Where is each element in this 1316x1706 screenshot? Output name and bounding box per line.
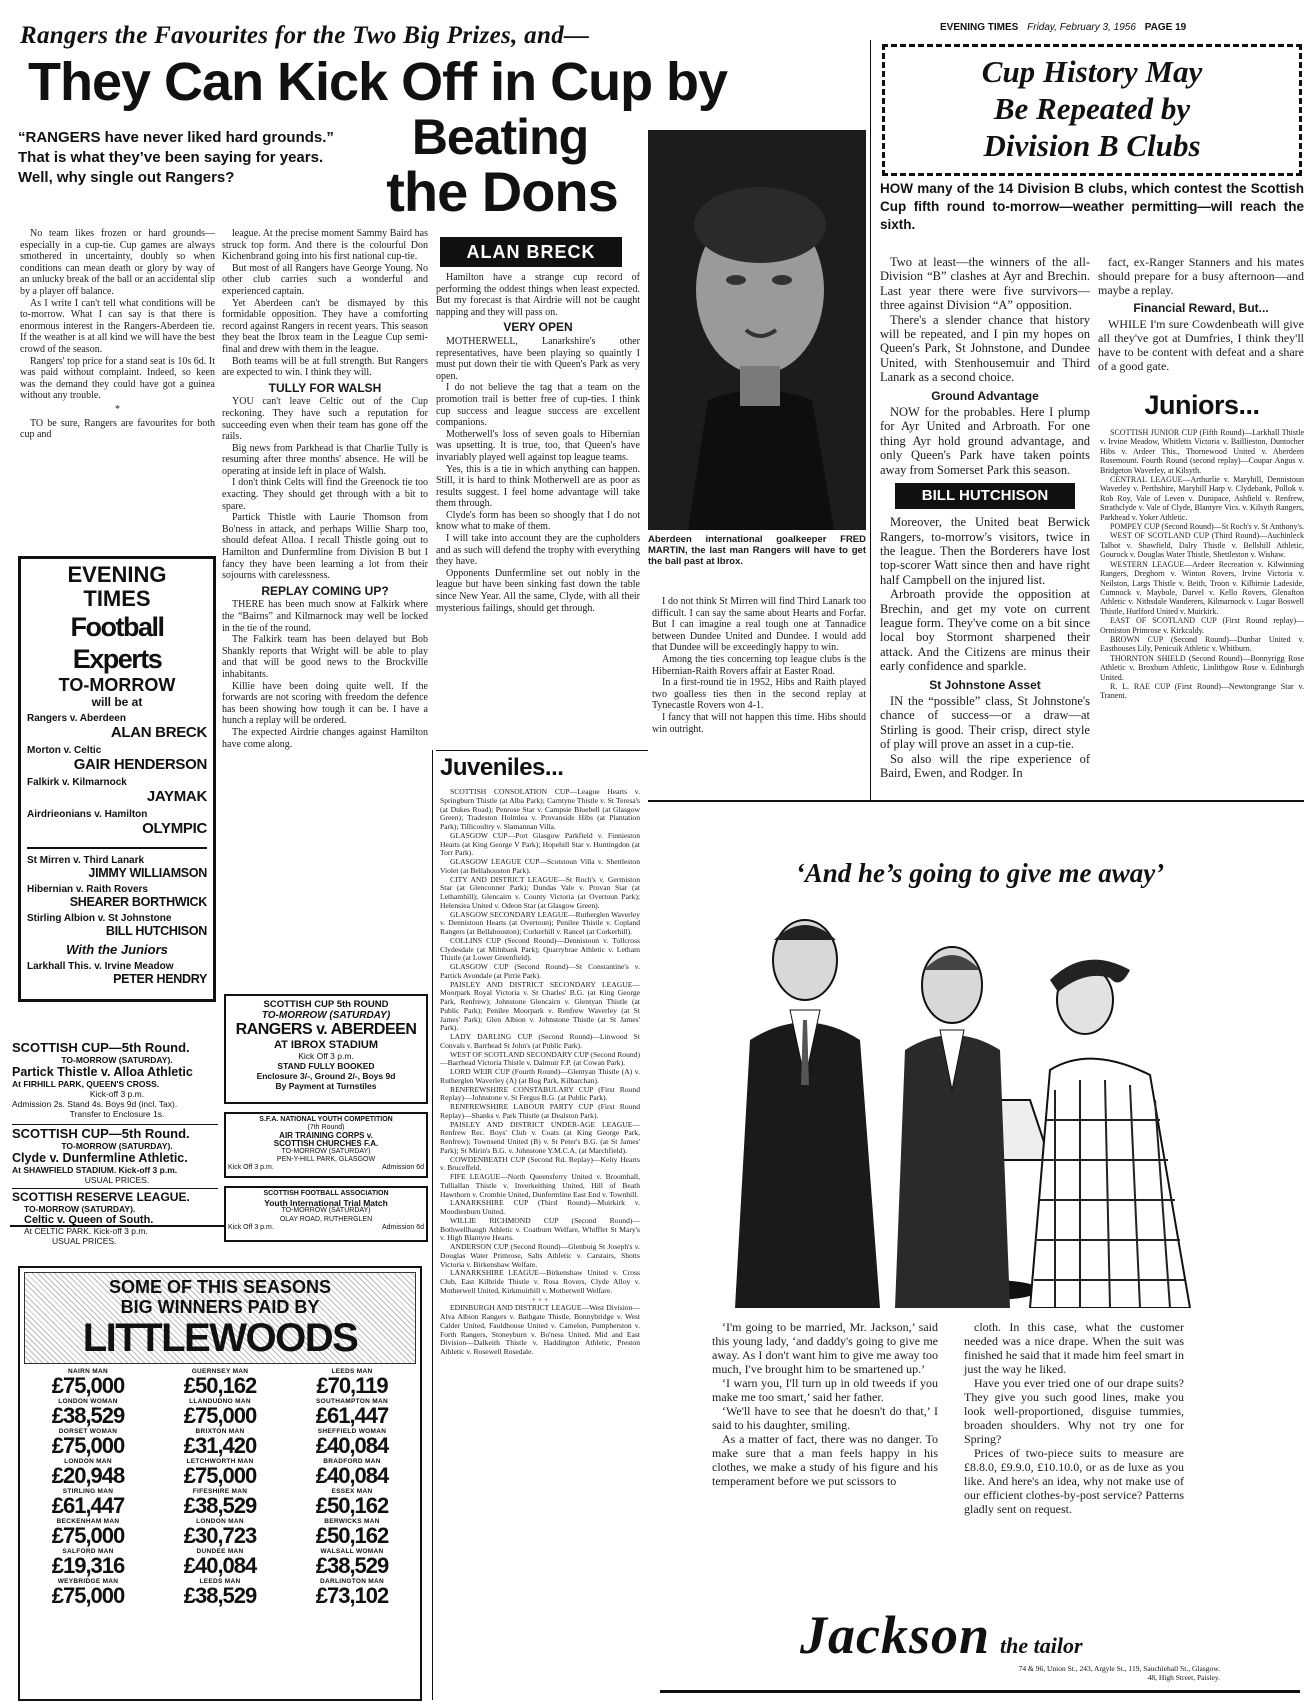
experts-list (27, 713, 207, 986)
divb-col-b: fact, ex-Ranger Stanners and his mates should prepare for a busy afternoon—and maybe a replay. Financial Reward, But... WHILE I'm sure Cowdenbeath will give all they've got at Dumfries, I think they'll have to be content with defeat and a share of a good gate. (1098, 255, 1304, 373)
winner-label: LONDON MAN (64, 1458, 112, 1465)
winner-cell (24, 1368, 152, 1397)
subhead-open: VERY OPEN (503, 320, 573, 335)
result-paragraph: LANARKSHIRE CUP (Third Round)—Muirkirk v. Moodiesburn United. (440, 1198, 640, 1216)
winner-amount: £50,162 (183, 1373, 257, 1398)
winner-label: BRIXTON MAN (195, 1428, 245, 1435)
result-paragraph: WESTERN LEAGUE—Ardeer Recreation v. Kilwinning Rangers, Dreghorn v. Winton Rovers, Irvine Victoria v. Neilston, Largs Thistle v. Beith, Troon v. Kilbirnie Ladeside, Cumnock v. Maybole, Darvel v. Kello Rovers, Glenafton Athletic v. Nithsdale Wanderers, Kilmarnock v. Lugar Boswell Thistle, Hurlford United v. Muirkirk. (1100, 559, 1304, 616)
winner-amount: £19,316 (51, 1553, 125, 1578)
winner-amount: £31,420 (183, 1433, 257, 1458)
winner-amount: £30,723 (183, 1523, 257, 1548)
jackson-copy-a: ‘I'm going to be married, Mr. Jackson,’ said this young lady, ‘and daddy's going to give me away. As I don't want him to give me away too much, I've brought him to be smartened up.’ ‘I warn you, I'll turn up in old tweeds if you make me too smart,’ said her father. ‘We'll have to see that he doesn't do that,’ I said to his daughter, smiling. As a matter of fact, there was no danger. To make sure that a man feels happy in his clothes, we make a study of his figure and his temperament before we put scissors to (712, 1320, 938, 1488)
jackson-address: 74 & 96, Union St., 243, Argyle St., 119, Sauchiehall St., Glasgow. 48, High Street, Paisley. (1018, 1664, 1220, 1682)
expert-match: Morton v. Celtic (27, 745, 102, 756)
winner-label: SALFORD MAN (62, 1548, 114, 1555)
result-paragraph: GLASGOW CUP (Second Round)—St Constantine's v. Partick Avondale (at Pirrie Park). (440, 962, 640, 980)
tailor-scene-image (690, 900, 1230, 1308)
article-col-4: I do not think St Mirren will find Third Lanark too difficult. I can say the same about Hearts and Forfar. But I can imagine a real tough one at Tannadice between Dundee United and Dundee. I would add that Dundee will be exceedingly happy to win. Among the ties concerning top league clubs is the Hibernian-Raith Rovers affair at Easter Road. In a first-round tie in 1952, Hibs and Raith played two goalless ties then in the second replay at Tynecastle Rovers won 4-1. I fancy that will not happen this time. Hibs should win outright. (652, 596, 866, 735)
winner-cell (288, 1488, 416, 1517)
juniors-title: Juniors... (1144, 390, 1260, 420)
paper-name: EVENING TIMES (940, 22, 1019, 33)
result-paragraph: RENFREWSHIRE CONSTABULARY CUP (First Round Replay)—Johnstone v. St Fergus B.G. (at Public Park). (440, 1084, 640, 1103)
byline-alan-breck: ALAN BRECK (440, 237, 622, 267)
winner-amount: £50,162 (315, 1493, 389, 1518)
winner-cell (156, 1578, 284, 1607)
expert-name: JAYMAK (146, 788, 207, 805)
winner-label: LONDON MAN (196, 1518, 244, 1525)
winner-cell (24, 1458, 152, 1487)
expert-match: Rangers v. Aberdeen (27, 713, 126, 724)
winner-cell (156, 1368, 284, 1397)
winner-amount: £75,000 (51, 1523, 125, 1548)
result-paragraph: WEST OF SCOTLAND SECONDARY CUP (Second Round)—Barrhead Victoria Thistle v. Dalmuir F.P. (at Cowan Park). (440, 1049, 640, 1068)
winner-amount: £75,000 (51, 1373, 125, 1398)
winner-label: STIRLING MAN (62, 1488, 114, 1495)
result-paragraph: GLASGOW CUP—Port Glasgow Parkfield v. Finnieston Hearts (at King George V Park); Hopehill Star v. Huntingdon (at Torr Park). (440, 830, 640, 858)
result-paragraph: THORNTON SHIELD (Second Round)—Bonnyrigg Rose Athletic v. Broxburn Athletic, Linlithgow Rose v. Edinburgh United. (1100, 653, 1304, 682)
expert-match: With the Juniors (66, 942, 168, 957)
subhead-replay: REPLAY COMING UP? (261, 583, 389, 598)
jackson-headline: ‘And he’s going to give me away’ (795, 858, 1165, 888)
result-paragraph: ANDERSON CUP (Second Round)—Glenboig St Joseph's v. Douglas Water Primrose, Salts Athletic v. Carstairs, Shotts Victoria v. Birkenshaw Welfare. (440, 1242, 640, 1269)
winner-cell (24, 1398, 152, 1427)
expert-row (27, 809, 207, 837)
winner-label: SOUTHAMPTON MAN (316, 1398, 388, 1405)
juveniles-title: Juveniles... (440, 754, 564, 781)
winner-label: FIFESHIRE MAN (192, 1488, 248, 1495)
result-paragraph: SCOTTISH JUNIOR CUP (Fifth Round)—Larkhall Thistle v. Irvine Meadow, Whitletts Victoria v. Baillieston, Duntocher Hibs v. Ardeer This., Thornewood United v. Aberdeen Rosemount. Fourth Round (second replay)—Coupar Angus v. Bridgeton Waverley, at Kilsyth. (1100, 428, 1304, 475)
result-paragraph: LANARKSHIRE LEAGUE—Birkenshaw United v. Cross Club, East Kilbride Thistle v. Rosa Rovers, Clyde Alloy v. Motherwell United, Kirkmuirhill v. Motherwell Welfare. (440, 1268, 640, 1295)
winner-label: LEEDS MAN (199, 1578, 241, 1585)
winner-amount: £38,529 (315, 1553, 389, 1578)
winner-cell (156, 1398, 284, 1427)
winner-label: DARLINGTON MAN (319, 1578, 385, 1585)
portrait-image (648, 130, 866, 530)
winner-amount: £40,084 (183, 1553, 257, 1578)
winner-cell (156, 1518, 284, 1547)
subhead-financial: Financial Reward, But... (1133, 301, 1269, 315)
expert-match: Falkirk v. Kilmarnock (27, 777, 127, 788)
winner-cell (156, 1458, 284, 1487)
expert-match: Hibernian v. Raith Rovers (27, 884, 148, 895)
result-paragraph: RENFREWSHIRE LABOUR PARTY CUP (First Round Replay)—Shanks v. Park Thistle (at Dealston Park). (440, 1102, 640, 1120)
result-paragraph: PAISLEY AND DISTRICT SECONDARY LEAGUE—Moorpark Royal Victoria v. St Charles' B.G. (at King George Park, Renfrew); Johnstone Glencairn v. Glentyan Thistle (at Public Park); Penilee Moorpark v. Renfrew Waverley (at St James' Park); Glen Albion v. Johnstone Thistle (at St James' Park). (440, 979, 640, 1033)
result-paragraph: EDINBURGH AND DISTRICT LEAGUE—West Division—Alva Albion Rangers v. Bathgate Thistle, Bonnybridge v. West Calder United, Fauldhouse United v. Camelon, Pumpherston v. Forth Rangers, Stoneyburn v. Bo'ness United. Mid and East Division—Dalkeith Thistle v. Haddington Athletic, Preston Athletic v. Rosewell Rosedale. (440, 1303, 640, 1356)
expert-row (27, 847, 207, 880)
winner-amount: £38,529 (183, 1583, 257, 1608)
divb-col-a: Two at least—the winners of the all-Division “B” clashes at Ayr and Brechin. Last year there were five survivors—three against Division “A” opposition. There's a slender chance that history will be repeated, and I pin my hopes on Queen's Park, St Johnstone, and Dundee United, with Stenhousemuir and Third Lanark as a second choice. Ground Advantage NOW for the probables. Here I plump for Ayr United and Arbroath. For one thing Ayr hold ground advantage, and only Queen's Park have taken points away from Somerset Park this season. BILL HUTCHISON Moreover, the United beat Berwick Rangers, to-morrow's visitors, twice in the league. Then the Borderers have lost top-scorer Watt since then and have right half Campbell on the injured list. Arbroath provide the opposition at Brechin, and get my vote on current league form. They've come on a bit since local boy Stormont sharpened their attack. And the Citizens are minus their early confidence and sparkle. St Johnstone Asset IN the “possible” class, St Johnstone's chance of success—or a draw—at Stirling is good. Their crisp, direct style of play will prove an asset in a cup-tie. So also will the ripe experience of Baird, Ewen, and Rodger. In (880, 255, 1090, 780)
result-paragraph: WILLIE RICHMOND CUP (Second Round)—Bothwellhaugh Athletic v. Coatburn Welfare, Whifflet St Mary's v. High Blantyre Hearts. (440, 1215, 640, 1243)
masthead (940, 22, 1310, 36)
ad-clyde: SCOTTISH CUP—5th Round. TO-MORROW (SATURDAY). Clyde v. Dunfermline Athletic. At SHAWFIELD STADIUM. Kick-off 3 p.m. USUAL PRICES. (12, 1126, 190, 1185)
littlewoods-ad: SOME OF THIS SEASONS BIG WINNERS PAID BY LITTLEWOODS NAIRN MAN £75,000 GUERNSEY MAN £50,162 LEEDS MAN £70,119 LONDON WOMAN £38,529 LLANDUDNO MAN £75,000 SOUTHAMPTON MAN £61,447 DORSET WOMAN £75,000 BRIXTON MAN £31,420 SHEFFIELD WOMAN £40,084 LONDON MAN £20,948 LETCHWORTH MAN £75,000 BRADFORD MAN £40,084 STIRLING MAN £61,447 FIFESHIRE MAN £38,529 ESSEX MAN £50,162 BECKENHAM MAN £75,000 LONDON MAN £30,723 BERWICKS MAN £50,162 SALFORD MAN £19,316 DUNDEE MAN £40,084 WALSALL WOMAN £38,529 WEYBRIDGE MAN £75,000 LEEDS MAN £38,529 DARLINGTON MAN £73,102 (18, 1266, 422, 1701)
winner-cell (288, 1458, 416, 1487)
winner-cell (288, 1398, 416, 1427)
jackson-illustration (690, 900, 1230, 1308)
ad-partick-thistle: SCOTTISH CUP—5th Round. TO-MORROW (SATURDAY). Partick Thistle v. Alloa Athletic At FIRHILL PARK, QUEEN'S CROSS. Kick-off 3 p.m. Admission 2s. Stand 4s. Boys 9d (incl. Tax). Transfer to Enclosure 1s. (12, 1040, 193, 1119)
result-paragraph: CENTRAL LEAGUE—Arthurlie v. Maryhill, Dennistoun Waverley v. Perthshire, Maryhill Harp v. Clydebank, Pollok v. Rob Roy, Vale of Leven v. Dunipace, Ashfield v. Renfrew, Strathclyde v. Vale of Clyde, Blantyre Vics. v. Kilsyth Rangers, Parkhead v. Yoker Athletic. (1100, 475, 1304, 522)
divb-lead: HOW many of the 14 Division B clubs, which contest the Scottish Cup fifth round to-morrow—weather permitting—will reach the sixth. (880, 181, 1304, 232)
winner-cell (288, 1518, 416, 1547)
photo-caption: Aberdeen international goalkeeper FRED MARTIN, the last man Rangers will have to get the ball past at Ibrox. (648, 534, 866, 567)
winner-label: SHEFFIELD WOMAN (317, 1428, 387, 1435)
expert-match: Stirling Albion v. St Johnstone (27, 913, 172, 924)
winner-amount: £73,102 (315, 1583, 389, 1608)
kicker: Rangers the Favourites for the Two Big Prizes, and— (20, 22, 590, 49)
winner-cell (288, 1368, 416, 1397)
experts-box: EVENING TIMES Football Experts TO-MORROW will be at Rangers v. Aberdeen ALAN BRECK Morton v. Celtic GAIR HENDERSON Falkirk v. Kilmarnock JAYMAK Airdrieonians v. Hamilton OLYMPIC St Mirren v. Third Lanark JIMMY WILLIAMSON Hibernian v. Raith Rovers SHEARER BORTHWICK Stirling Albion v. St Johnstone BILL HUTCHISON With the Juniors Larkhall This. v. Irvine Meadow PETER HENDRY (18, 556, 216, 1002)
result-paragraph: FIFE LEAGUE—North Queensferry United v. Broomhall, Tulliallan Thistle v. Inverkeithing United, Hill of Beath Hawthorn v. Crombie United, Dunfermline East End v. Townhill. (440, 1172, 640, 1199)
result-paragraph: CITY AND DISTRICT LEAGUE—St Roch's v. Germiston Star (at Glenconner Park); Dundas Vale v. Provan Star (at Lethamhill); Glencairn v. County Victoria (at Overtoun Park); Helensiea United v. Odeon Star (at Glasgow Green). (440, 874, 640, 910)
juveniles-results (440, 788, 640, 1357)
expert-name: ALAN BRECK (110, 724, 207, 741)
expert-row (27, 745, 207, 773)
winner-amount: £38,529 (51, 1403, 125, 1428)
winner-label: WALSALL WOMAN (320, 1548, 384, 1555)
winner-label: BERWICKS MAN (324, 1518, 380, 1525)
page-number: PAGE 19 (1144, 22, 1187, 33)
expert-row (27, 913, 207, 938)
article-col-3: Hamilton have a strange cup record of performing the oddest things when least expected. But my forecast is that Airdrie will not be caught napping and they will pass on. VERY OPEN MOTHERWELL, Lanarkshire's other representatives, have been playing so quaintly I must put down their tie with Queen's Park as very open. I do not believe the tag that a team on the promotion trail is better free of cup-ties. I think cup success and league success are excellent companions. Motherwell's loss of seven goals to Hibernian was upsetting. It is true, too, that Queen's have invariably played well against top league teams. Yes, this is a tie in which anything can happen. Still, it is hard to think Motherwell are as poor as results suggest. I feel home advantage will take them through. Clyde's form has been so shoogly that I do not know what to make of them. I will take into account they are the cupholders and as such will defend the trophy with everything they have. Opponents Dunfermline set out nobly in the league but have been sinking fast down the table since New Year. All the same, Clyde, with all their mysterious failings, should get through. (436, 272, 640, 614)
byline-bill-hutchison: BILL HUTCHISON (895, 483, 1075, 509)
winner-cell (156, 1488, 284, 1517)
winner-amount: £40,084 (315, 1433, 389, 1458)
result-paragraph: PAISLEY AND DISTRICT UNDER-AGE LEAGUE—Renfrew Rec. Boys' Club v. Coats (at King George Park, Renfrew); Townsend United (B) v. St Peter's B.G. (at St James' Park); St Mirin's B.G. v. Johnstone Y.M.C.A. (at Marchfield). (440, 1119, 640, 1155)
result-paragraph: COWDENBEATH CUP (Second Rd. Replay)—Kelty Hearts v. Bruceffeld. (440, 1154, 640, 1173)
ad-youth-competition: S.F.A. NATIONAL YOUTH COMPETITION (7th Round) AIR TRAINING CORPS v. SCOTTISH CHURCHES F.A. TO-MORROW (SATURDAY) PEN-Y-HILL PARK, GLASGOW Kick Off 3 p.m. Admission 6d (224, 1112, 428, 1178)
winner-label: ESSEX MAN (331, 1488, 373, 1495)
expert-name: GAIR HENDERSON (73, 756, 207, 773)
article-col-1: No team likes frozen or hard grounds—especially in a cup-tie. Cup games are always smothered in uncertainty, doubly so when conditions can mean death or glory by way of an unlucky break of the ball or an accidental slip by a player off balance. As I write I can't tell what conditions will be to-morrow. What I can say is that there is enormous interest in the Rangers-Aberdeen tie. If the weather is at all kind we will have the best crowd of the season. Rangers' top price for a stand seat is 10s 6d. It was paid without complaint. Indeed, so keen was the demand they could have got a guinea without any trouble. * TO be sure, Rangers are favourites for both cup and (20, 228, 215, 441)
winner-amount: £38,529 (183, 1493, 257, 1518)
winner-cell (24, 1518, 152, 1547)
winner-label: LETCHWORTH MAN (186, 1458, 254, 1465)
winner-cell (288, 1428, 416, 1457)
winner-amount: £40,084 (315, 1463, 389, 1488)
winner-label: GUERNSEY MAN (191, 1368, 249, 1375)
result-paragraph: GLASGOW SECONDARY LEAGUE—Rutherglen Waverley v. Dennistoun Hearts (at Overtoun); Penilee Thistle v. Copland Rangers (at Bellahouston); Corkerhill v. Rancel (at Corkerhill). (440, 909, 640, 936)
winner-label: LEEDS MAN (331, 1368, 373, 1375)
goalkeeper-photo (648, 130, 866, 530)
result-paragraph: GLASGOW LEAGUE CUP—Scotstoun Villa v. Shettleston Violet (at Bellahouston Park). (440, 857, 640, 875)
winner-label: WEYBRIDGE MAN (57, 1578, 119, 1585)
subhead-tully: TULLY FOR WALSH (268, 380, 382, 395)
jackson-copy-b: cloth. In this case, what the customer needed was a nice drape. When the suit was finished he said that it made him feel smart in just the way he liked. Have you ever tried one of our drape suits? They give you such good lines, make you look well-proportioned, disguise tummies, broaden shoulders. Why not try one for Spring? Prices of two-piece suits to measure are £8.8.0, £9.9.0, £10.10.0, or as de luxe as you like. And here's an idea, why not make use of our efficient clothes-by-post service? Patterns gladly sent on request. (964, 1320, 1184, 1516)
lead-paragraph: “RANGERS have never liked hard grounds.” That is what they’ve been saying for years. Well, why single out Rangers? (18, 129, 334, 186)
subhead-ground: Ground Advantage (931, 388, 1039, 403)
winner-label: BRADFORD MAN (323, 1458, 381, 1465)
winner-cell (156, 1548, 284, 1577)
result-paragraph: COLLINS CUP (Second Round)—Dennistoun v. Tollcross Clydesdale (at Milnbank Park); Quarrybrae Athletic v. Letham Thistle (at Lower Greenfield). (440, 935, 640, 963)
winner-label: DUNDEE MAN (196, 1548, 244, 1555)
winner-amount: £75,000 (51, 1583, 125, 1608)
winner-amount: £61,447 (51, 1493, 125, 1518)
winner-amount: £75,000 (183, 1463, 257, 1488)
winner-cell (24, 1548, 152, 1577)
winner-cell (156, 1428, 284, 1457)
winner-cell (288, 1578, 416, 1607)
result-paragraph: WEST OF SCOTLAND CUP (Third Round)—Auchinleck Talbot v. Shawfield, Dalry Thistle v. Bellshill Athletic, Gourock v. Douglas Water Thistle, Shettleston v. Wishaw. (1100, 531, 1304, 560)
winner-label: LONDON WOMAN (58, 1398, 118, 1405)
winner-amount: £20,948 (51, 1463, 125, 1488)
expert-row (27, 777, 207, 805)
result-paragraph: POMPEY CUP (Second Round)—St Roch's v. St Anthony's. (1110, 522, 1305, 532)
ad-celtic-reserve: SCOTTISH RESERVE LEAGUE. TO-MORROW (SATURDAY). Celtic v. Queen of South. At CELTIC PARK. Kick-off 3 p.m. USUAL PRICES. (12, 1190, 190, 1246)
expert-name: SHEARER BORTHWICK (69, 895, 207, 909)
result-paragraph: BROWN CUP (Second Round)—Dunbar United v. Easthouses Lily, Penicuik Athletic v. Whitburn. (1100, 634, 1304, 654)
winner-amount: £75,000 (51, 1433, 125, 1458)
expert-row (27, 961, 207, 986)
article-col-2: league. At the precise moment Sammy Baird has struck top form. And there is the colourful Don Kichenbrand going into his first national cup-tie. But most of all Rangers have George Young. No other club carries such a wonderful and experienced captain. Yet Aberdeen can't be dismayed by this formidable opposition. They have a comforting record against Rangers in recent years. This season they beat the Ibrox team in the League Cup semi-final and drew with them in the league. Both teams will be at full strength. But Rangers are expected to win. I think they will. TULLY FOR WALSH YOU can't leave Celtic out of the Cup reckoning. They have such a reputation for succeeding even when their team has gone off the rails. Big news from Parkhead is that Charlie Tully is resuming after three months' absence. He will be operating at inside left in place of Walsh. I don't think Celts will find the Greenock tie too exacting. They should get through with a bit to spare. Partick Thistle with Laurie Thomson from Bo'ness in attack, and perhaps Willie Sharp too, should defeat Alloa. I recall Thistle going out to Hamilton and Dunfermline from Division B but I fancy they have been learning a lot from their sojourns with carelessness. REPLAY COMING UP? THERE has been much snow at Falkirk where the “Bairns” and Kilmarnock may well be locked in the tie of the round. The Falkirk team has been delayed but Bob Shankly reports that Wright will be able to play and that will be good news to the Brockville inhabitants. Killie have been doing quite well. If the forwards are not scoring with freedom the defence has been showing how tough it can be. I have a hunch a replay will be ordered. The expected Airdrie changes against Hamilton have come along. (222, 228, 428, 750)
winner-label: LLANDUDNO MAN (189, 1398, 251, 1405)
winner-label: DORSET WOMAN (58, 1428, 118, 1435)
divb-headline-box: Cup History May Be Repeated by Division B Clubs (882, 44, 1302, 176)
winner-cell (24, 1578, 152, 1607)
winner-amount: £50,162 (315, 1523, 389, 1548)
jackson-logo: Jackson the tailor (800, 1605, 1083, 1665)
issue-date: Friday, February 3, 1956 (1027, 22, 1136, 33)
juniors-results (1100, 428, 1304, 701)
winner-cell (288, 1548, 416, 1577)
winner-amount: £61,447 (315, 1403, 389, 1428)
winners-grid (24, 1368, 416, 1607)
result-paragraph: LORD WEIR CUP (Fourth Round)—Glentyan Thistle (A) v. Rutherglen Waverley (A) (at Bog Park, Kilbarchan). (440, 1067, 640, 1085)
headline-beating: Beating (411, 109, 589, 165)
expert-name: OLYMPIC (142, 820, 207, 837)
winner-cell (24, 1428, 152, 1457)
expert-match: St Mirren v. Third Lanark (27, 855, 145, 866)
headline: They Can Kick Off in Cup by (28, 52, 728, 112)
littlewoods-logo: LITTLEWOODS (82, 1316, 358, 1360)
winner-label: NAIRN MAN (68, 1368, 108, 1375)
winner-label: BECKENHAM MAN (56, 1518, 120, 1525)
result-paragraph: R. L. RAE CUP (First Round)—Newtongrange Star v. Tranent. (1100, 681, 1304, 701)
expert-row (27, 942, 207, 957)
headline-dons: the Dons (386, 160, 618, 223)
subhead-asset: St Johnstone Asset (929, 677, 1041, 692)
expert-name: JIMMY WILLIAMSON (88, 866, 207, 880)
winner-amount: £75,000 (183, 1403, 257, 1428)
expert-row (27, 884, 207, 909)
expert-row (27, 713, 207, 741)
result-paragraph: SCOTTISH CONSOLATION CUP—League Hearts v. Springburn Thistle (at Alba Park); Carntyne Thistle v. St Teresa's (at Dukes Road); Penrose Star v. Campsie Bluebell (at Glasgow Green); Tradeston Holmlea v. Provanside Hibs (at Plantation Park); Tillicoultry v. Slamannan Villa. (440, 787, 640, 831)
ad-rangers-aberdeen: SCOTTISH CUP 5th ROUND TO-MORROW (SATURDAY) RANGERS v. ABERDEEN AT IBROX STADIUM Kick Off 3 p.m. STAND FULLY BOOKED Enclosure 3/-, Ground 2/-, Boys 9d By Payment at Turnstiles (224, 994, 428, 1104)
ad-youth-trial: SCOTTISH FOOTBALL ASSOCIATION Youth International Trial Match TO-MORROW (SATURDAY) OLAY ROAD, RUTHERGLEN Kick Off 3 p.m. Admission 6d (224, 1186, 428, 1242)
expert-match: Larkhall This. v. Irvine Meadow (27, 961, 174, 972)
winner-amount: £70,119 (316, 1373, 388, 1398)
result-paragraph: EAST OF SCOTLAND CUP (First Round replay)—Ormiston Primrose v. Kirkcaldy. (1100, 616, 1304, 635)
section-divider: + + + (531, 1294, 549, 1304)
expert-name: PETER HENDRY (113, 972, 207, 986)
winner-cell (24, 1488, 152, 1517)
result-paragraph: LADY DARLING CUP (Second Round)—Linwood St Convals v. Barrhead St John's (at Public Park). (440, 1032, 640, 1050)
expert-name: BILL HUTCHISON (105, 924, 207, 938)
expert-match: Airdrieonians v. Hamilton (27, 809, 148, 820)
